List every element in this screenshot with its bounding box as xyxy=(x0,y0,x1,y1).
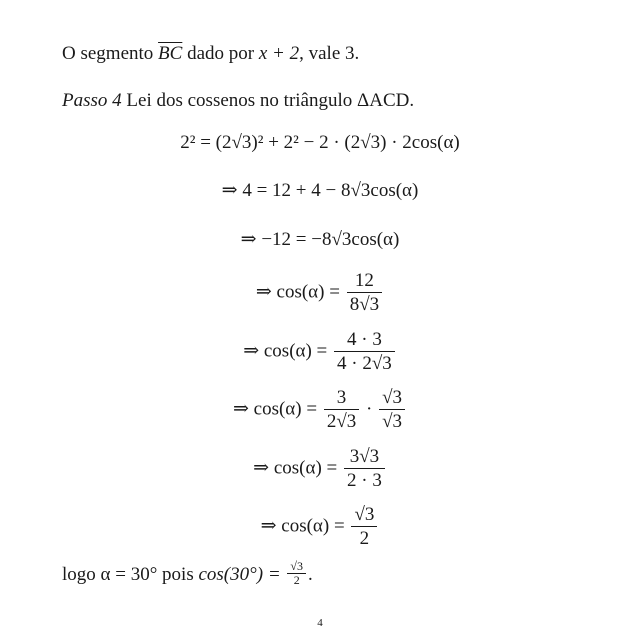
passo-label: Passo 4 xyxy=(62,90,122,111)
equation-6-denominator-2: √3 xyxy=(382,410,403,432)
equation-8 xyxy=(0,504,640,551)
equation-7 xyxy=(0,446,640,493)
p1-text-c: , vale 3. xyxy=(299,43,360,64)
equation-5 xyxy=(0,329,640,376)
equation-7-fraction xyxy=(344,446,385,493)
equation-6-fraction-1 xyxy=(324,387,359,434)
equation-8-lhs: ⇒ cos(α) = xyxy=(260,515,345,537)
equation-3-text: ⇒ −12 = −8√3cos(α) xyxy=(240,229,400,250)
equation-2-text: ⇒ 4 = 12 + 4 − 8√3cos(α) xyxy=(221,180,419,201)
paragraph-passo-4 xyxy=(62,91,414,110)
segment-bc: $\overline{BC}$ xyxy=(158,43,183,64)
equation-6-fraction-2 xyxy=(379,387,405,434)
equation-5-numerator: 4 · 3 xyxy=(334,329,395,352)
equation-4-lhs: ⇒ cos(α) = xyxy=(255,281,340,303)
equation-6 xyxy=(0,387,640,434)
p1-text-b: dado por xyxy=(187,43,255,64)
conclusion-denominator: 2 xyxy=(293,573,300,588)
equation-1 xyxy=(0,133,640,152)
equation-4-denominator: 8√3 xyxy=(349,293,380,315)
equation-8-denominator: 2 xyxy=(359,527,370,549)
p1-expression: x + 2 xyxy=(258,43,300,64)
equation-2 xyxy=(0,181,640,200)
paragraph-bc-segment xyxy=(62,44,359,63)
equation-5-lhs: ⇒ cos(α) = xyxy=(243,340,328,362)
conclusion-text: logo α = 30° pois xyxy=(62,564,194,586)
equation-7-denominator: 2 · 3 xyxy=(347,469,382,491)
conclusion-fraction xyxy=(287,560,306,587)
equation-4-fraction xyxy=(347,270,382,317)
equation-4-numerator: 12 xyxy=(347,270,382,293)
conclusion-numerator: √3 xyxy=(287,560,306,574)
equation-6-dot: · xyxy=(366,398,373,420)
conclusion-cos: cos(30°) = xyxy=(198,564,281,586)
equation-7-numerator: 3√3 xyxy=(344,446,385,469)
equation-6-numerator-2: √3 xyxy=(379,387,405,410)
equation-6-lhs: ⇒ cos(α) = xyxy=(232,398,318,420)
equation-8-fraction xyxy=(351,504,377,551)
equation-6-denominator-1: 2√3 xyxy=(326,410,357,432)
equation-8-numerator: √3 xyxy=(351,504,377,527)
equation-5-denominator: 4 · 2√3 xyxy=(337,352,392,374)
equation-5-fraction xyxy=(334,329,395,376)
passo-text: Lei dos cossenos no triângulo ΔACD. xyxy=(126,90,415,111)
equation-3 xyxy=(0,230,640,249)
equation-1-text: 2² = (2√3)² + 2² − 2 · (2√3) · 2cos(α) xyxy=(180,132,460,153)
equation-6-numerator-1: 3 xyxy=(324,387,359,410)
equation-4 xyxy=(0,270,640,317)
conclusion-period: . xyxy=(307,564,313,586)
paragraph-conclusion xyxy=(62,560,313,587)
p1-text-a: O segmento xyxy=(62,43,154,64)
equation-7-lhs: ⇒ cos(α) = xyxy=(253,457,338,479)
page-number: 4 xyxy=(317,617,323,629)
